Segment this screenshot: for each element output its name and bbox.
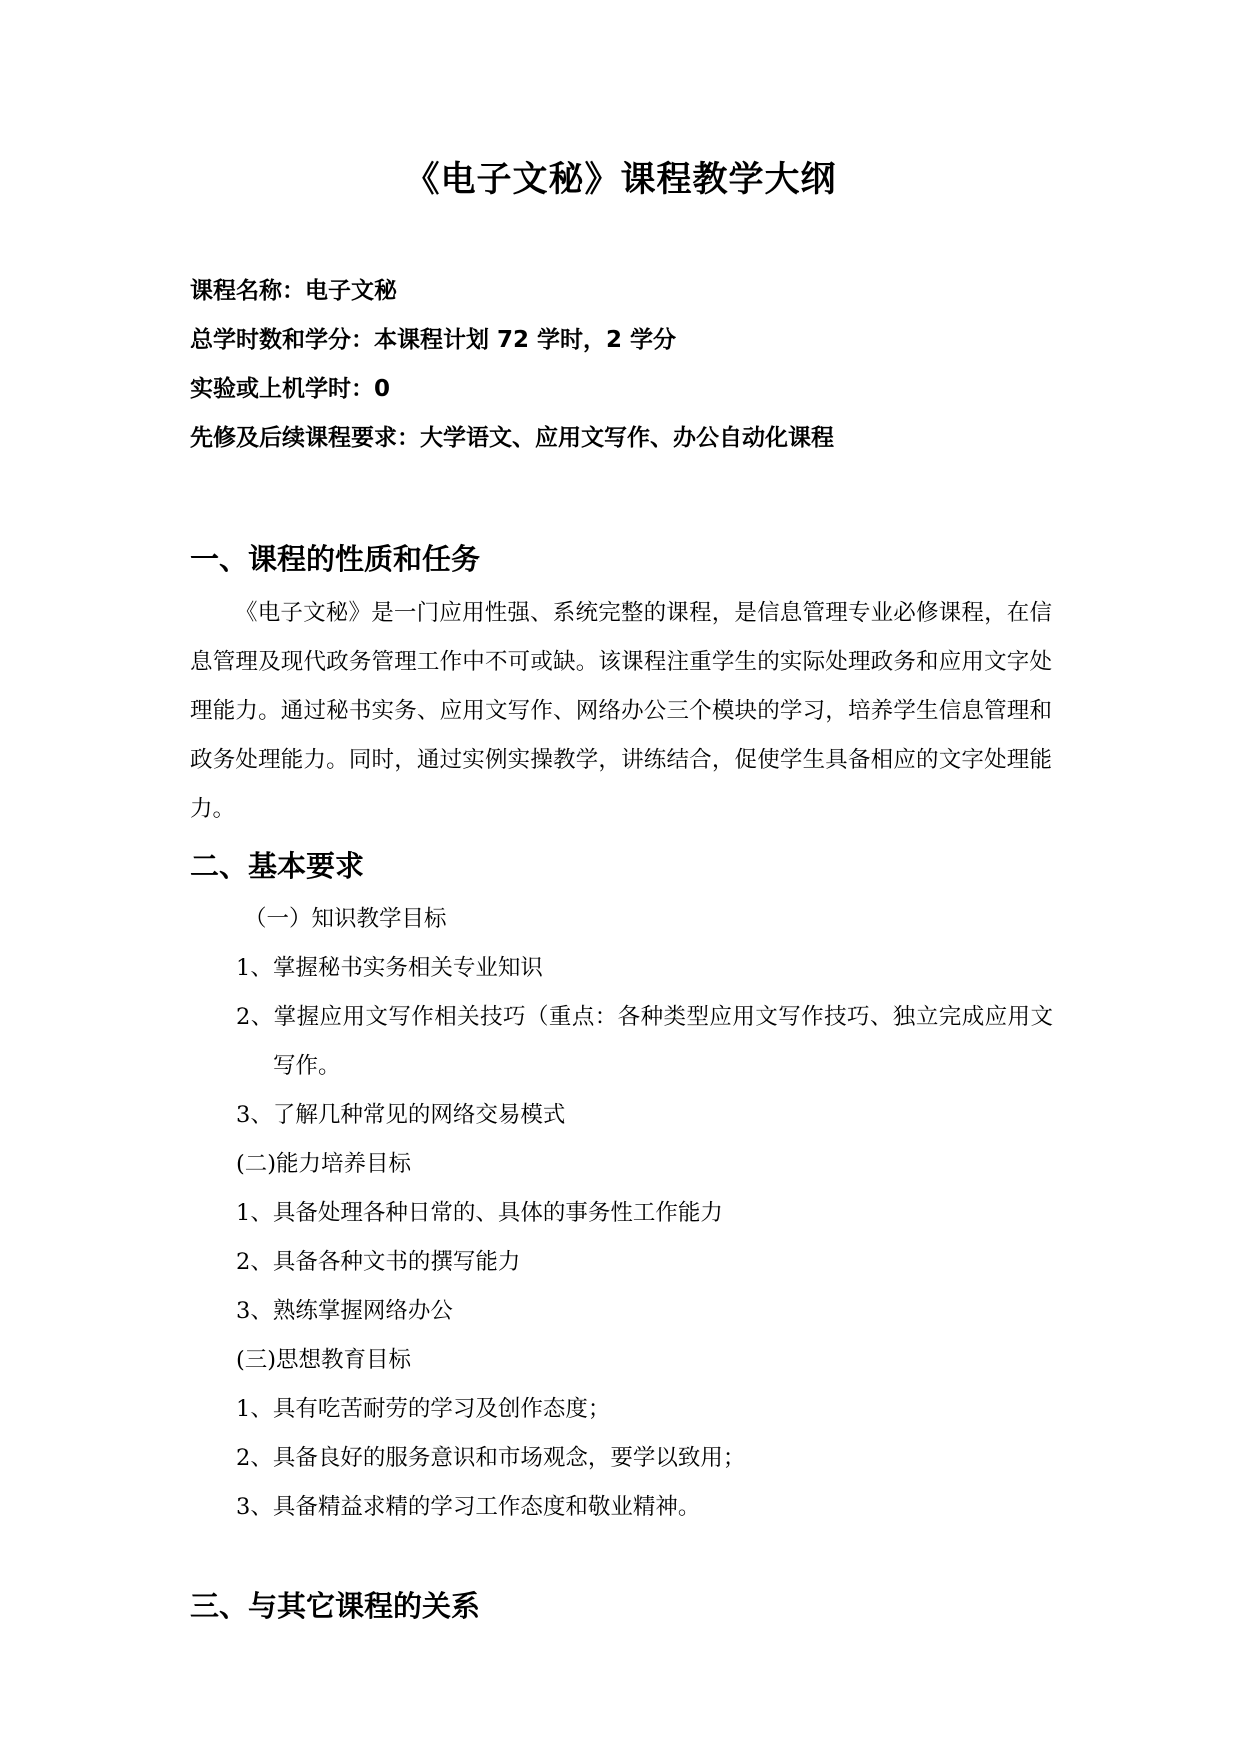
ability-goals-title: (二)能力培养目标 [236,1151,412,1177]
section-heading-2: 二、基本要求 [190,849,365,883]
section-heading-3: 三、与其它课程的关系 [190,1589,481,1623]
knowledge-goals-title: （一）知识教学目标 [244,906,447,932]
list-item: 2、掌握应用文写作相关技巧（重点：各种类型应用文写作技巧、独立完成应用文写作。 [236,1004,1053,1079]
list-item: 3、熟练掌握网络办公 [236,1298,453,1324]
course-name: 课程名称：电子文秘 [190,278,397,304]
section-1-paragraph: 《电子文秘》是一门应用性强、系统完整的课程，是信息管理专业必修课程，在信息管理及现代政务管理工作中不可或缺。该课程注重学生的实际处理政务和应用文字处理能力。通过秘书实务、应用文写作、网络办公三个模块的学习，培养学生信息管理和政务处理能力。同时，通过实例实操教学，讲练结合，促使学生具备相应的文字处理能力。 [190,600,1052,822]
ideology-goals-title: (三)思想教育目标 [236,1347,412,1373]
prerequisites: 先修及后续课程要求：大学语文、应用文写作、办公自动化课程 [190,425,834,451]
course-meta [190,267,1070,463]
list-item: 2、具备各种文书的撰写能力 [236,1249,521,1275]
document-title: 《电子文秘》课程教学大纲 [404,160,837,200]
lab-hours: 实验或上机学时：0 [190,376,391,402]
list-item: 1、具有吃苦耐劳的学习及创作态度； [236,1396,611,1422]
section-heading-1: 一、课程的性质和任务 [190,542,481,576]
list-item: 1、具备处理各种日常的、具体的事务性工作能力 [236,1200,723,1226]
list-item: 2、具备良好的服务意识和市场观念，要学以致用； [236,1445,746,1471]
list-item: 3、具备精益求精的学习工作态度和敬业精神。 [236,1494,701,1520]
course-hours-credits: 总学时数和学分：本课程计划 72 学时，2 学分 [190,327,677,353]
list-item: 3、了解几种常见的网络交易模式 [236,1102,566,1128]
basic-requirements-list [190,895,1070,1532]
list-item: 1、掌握秘书实务相关专业知识 [236,955,543,981]
